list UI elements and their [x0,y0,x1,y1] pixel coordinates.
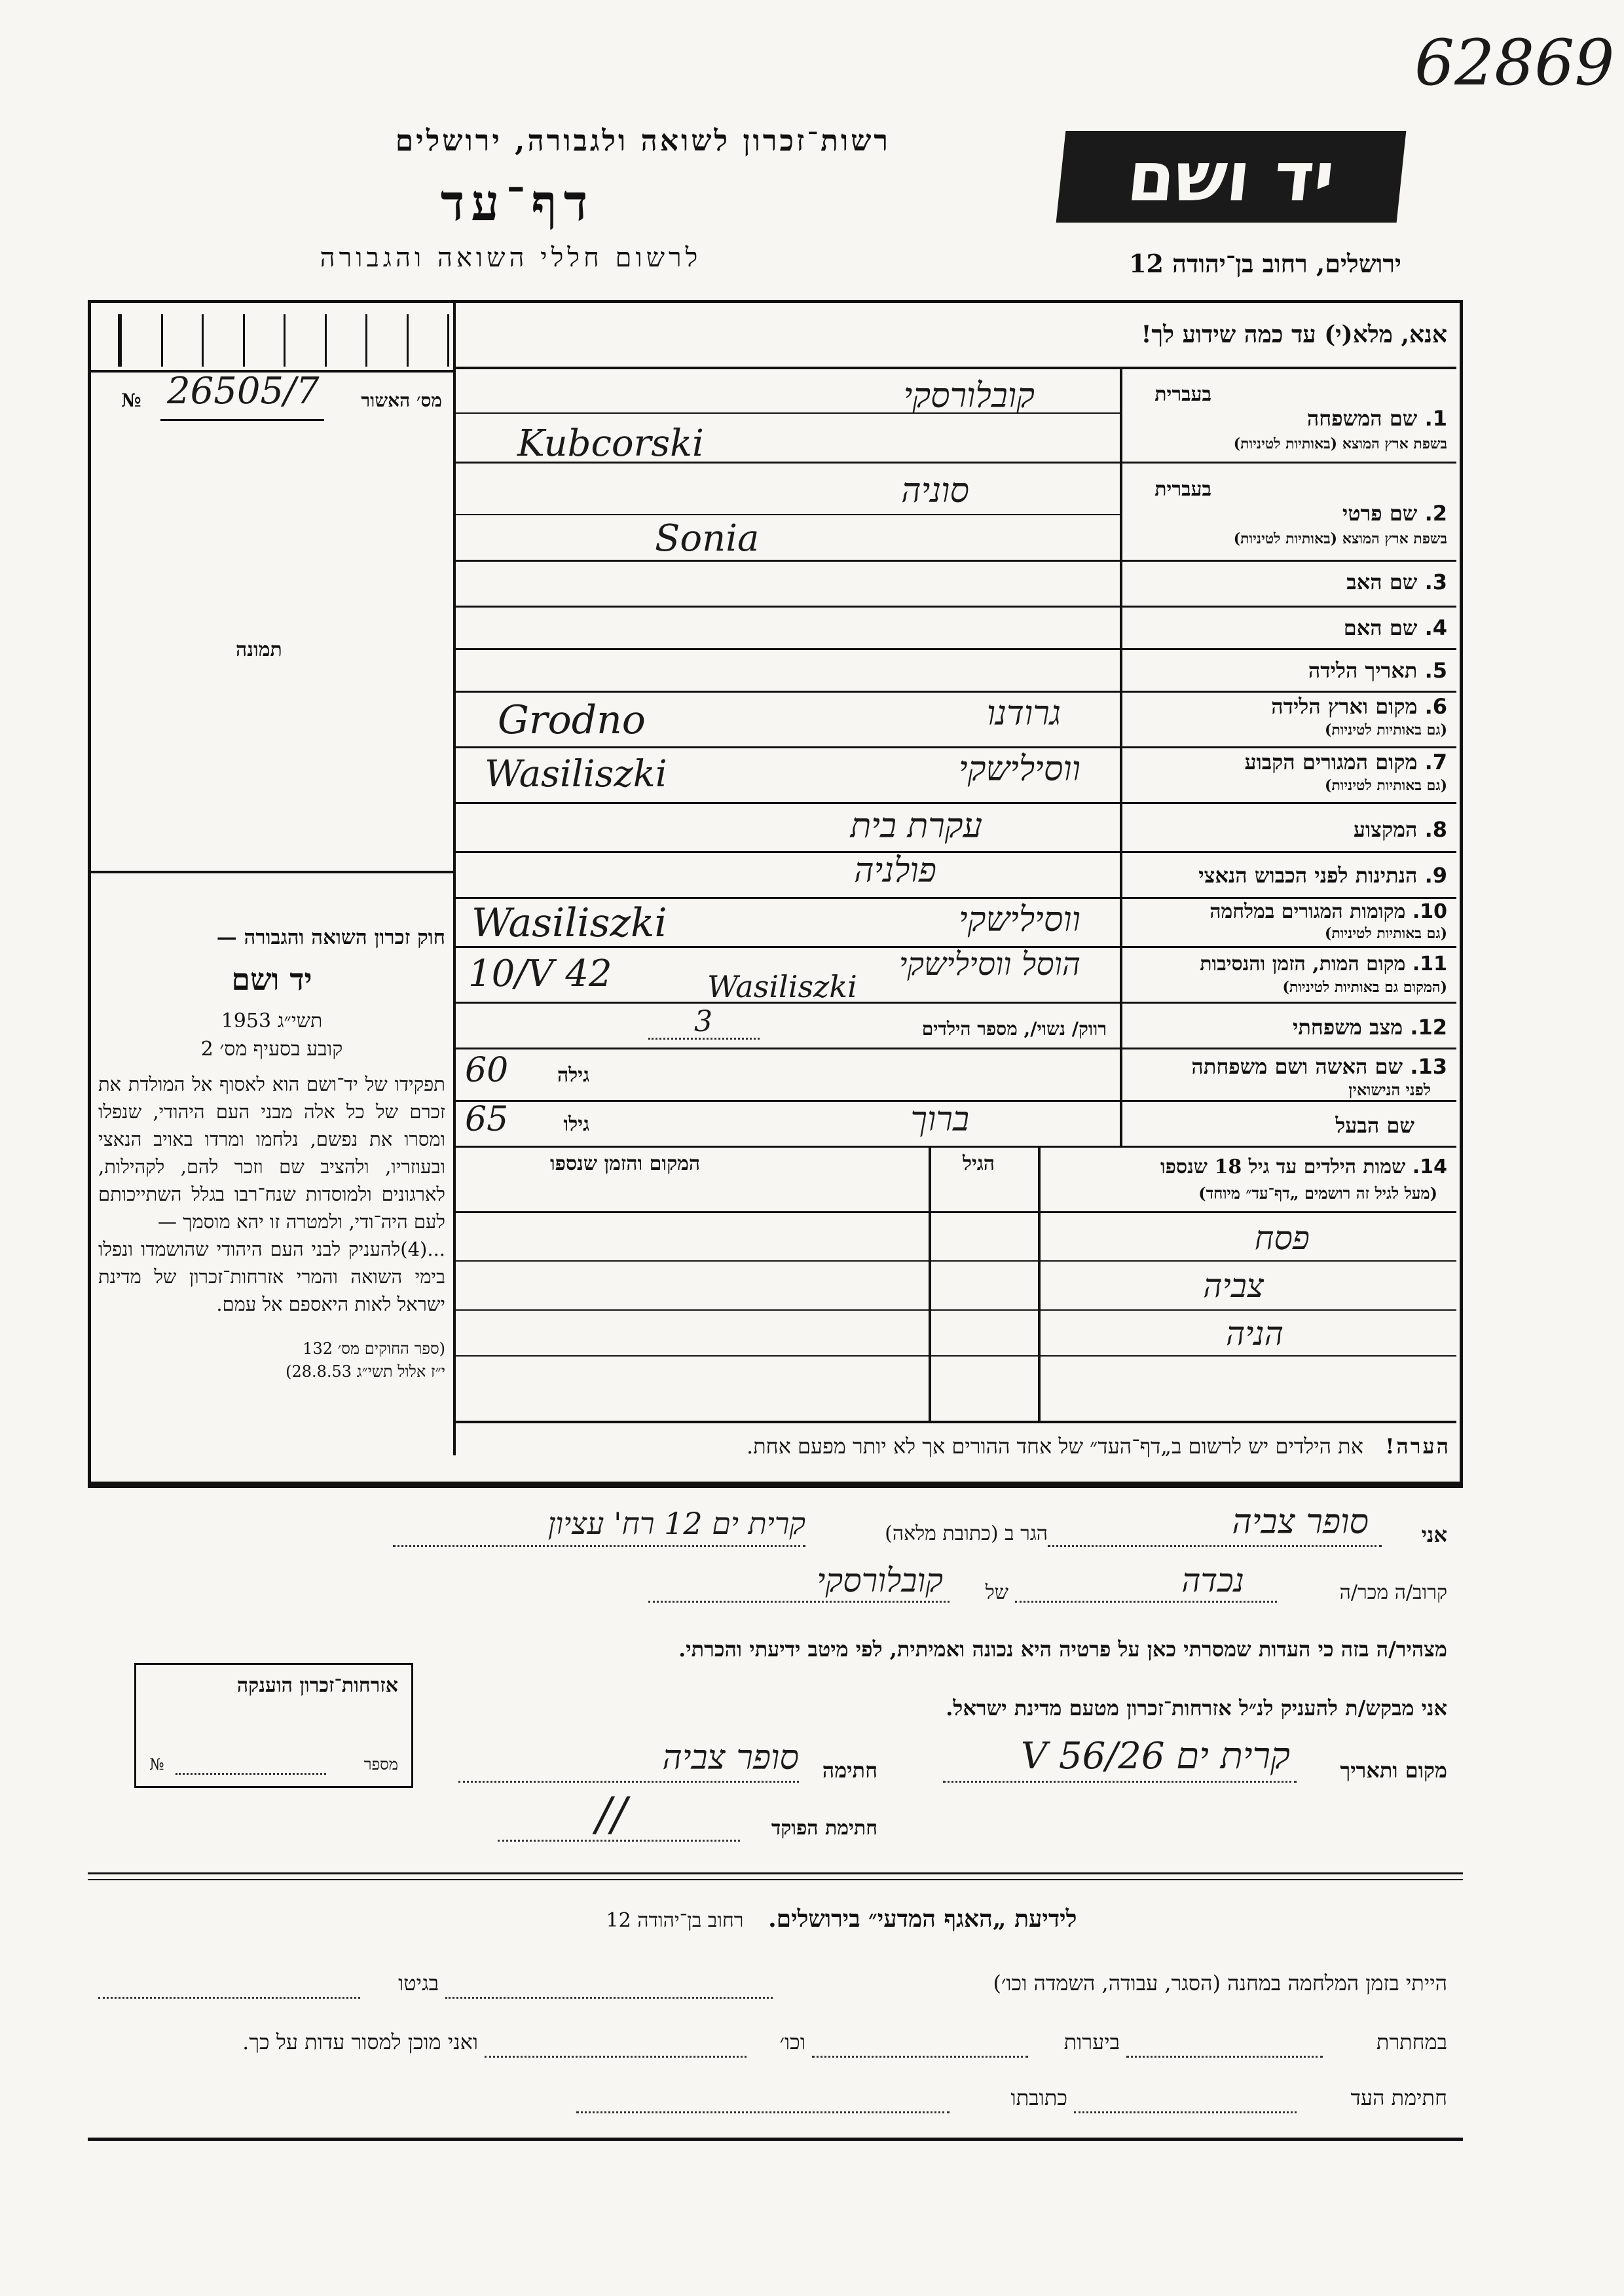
citizenship-title: אזרחות־זכרון הוענקה [236,1674,398,1697]
field-5-label [1133,658,1447,683]
field-2-hebrew-label: בעברית [1154,478,1211,501]
declarant-address: קרית ים 12 רח' עציון [547,1506,805,1541]
citizenship-number-label: מספר [363,1755,398,1774]
bottom-ready: ואני מוכן למסור עדות על כך. [242,2030,478,2054]
law-section: קובע בסעיף מס׳ 2 [200,1038,343,1061]
field-11-date: 10/V 42 [468,953,612,995]
yad-vashem-logo [1056,131,1407,223]
field-6-value-he: גרודנו [986,694,1061,733]
field-2-value-lat: Sonia [655,517,760,560]
declaration: מצהיר/ה בזה כי העדות שמסרתי כאן על פרטיה היא נכונה ואמיתית, לפי מיטב ידיעתי והכרתי. [678,1637,1447,1662]
archive-number: 62869 [1414,26,1615,100]
declarant-ani-label: אני [1421,1522,1447,1547]
signature-label: חתימה [822,1758,877,1783]
form-title: דף־עד [440,173,595,232]
field-1-value-he: קובלורסקי [903,376,1035,416]
request: אני מבקש/ת להעניק לנ״ל אזרחות־זכרון מטעם מדינת ישראל. [946,1696,1447,1721]
law-ref-2: י״ז אלול תשי״ג 28.8.53) [286,1362,445,1381]
child-name-1: פסח [1254,1219,1310,1257]
field-13-age-label: גילה [557,1064,589,1087]
field-11-value-lat: Wasiliszki [707,969,857,1004]
relative-label: קרוב/ה מכר/ה [1339,1581,1447,1604]
bottom-etc: וכו׳ [779,2030,805,2054]
field-6-label-text: מקום וארץ הלידה [1271,694,1418,719]
approval-no-mark: № [121,390,141,411]
field-11-num: 11. [1412,953,1447,975]
officer-label: חתימת הפוקד [771,1817,877,1840]
bottom-title [458,1905,1225,1933]
bottom-address-label: כתובתו [1010,2085,1067,2110]
field-7-num: 7. [1424,750,1447,774]
law-body-2: ...(4)להעניק לבני העם היהודי שהושמדו ונפלו בימי השואה והמרי אזרחות־זכרון של מדינת ישראל לאות היאספם אל עמם. [98,1237,445,1315]
field-9-value: פולניה [854,851,936,890]
field-7-label [1133,750,1447,774]
field-10-sub: (גם באותיות לטיניות) [1324,925,1447,942]
law-logo: יד ושם [231,961,312,997]
husband-age-label: גילו [563,1113,589,1136]
field-12-children-count: 3 [694,1005,712,1038]
field-7-value-he: ווסילישקי [958,750,1080,789]
field-9-label-text: הנתינות לפני הכבוש הנאצי [1198,863,1418,888]
field-11-label [1133,953,1447,975]
authority-title: רשות־זכרון לשואה ולגבורה, ירושלים [395,124,891,158]
field-2-label [1133,501,1447,526]
child-name-2: צביה [1203,1267,1264,1305]
field-13-label-text: שם האשה ושם משפחתה [1191,1054,1403,1079]
photo-label: תמונה [236,638,282,661]
address: ירושלים, רחוב בן־יהודה 12 [1129,249,1401,278]
field-1-num: 1. [1424,406,1447,431]
bottom-underground: במחתרת [1376,2030,1447,2054]
law-title: חוק זכרון השואה והגבורה — [216,926,445,949]
field-10-value-he: ווסילישקי [958,900,1080,939]
citizenship-no-mark: № [149,1755,164,1774]
field-8-num: 8. [1424,817,1447,842]
children-age-col: הגיל [963,1152,995,1175]
bottom-ghetto: בגיטו [398,1971,439,1995]
field-13-age: 60 [465,1051,509,1090]
field-10-value-lat: Wasiliszki [471,900,667,946]
field-12-label-text: מצב משפחתי [1293,1015,1403,1040]
declarant-address-label: הגר ב (כתובת מלאה) [885,1522,1048,1545]
field-11-sub: (המקום גם באותיות לטיניות) [1282,979,1447,996]
bottom-line-1: הייתי בזמן המלחמה במחנה (הסגר, עבודה, השמדה וכו׳) [993,1971,1447,1995]
field-1-hebrew-label: בעברית [1154,383,1211,406]
officer-sign: // [596,1787,627,1841]
field-5-label-text: תאריך הלידה [1308,658,1418,683]
field-4-num: 4. [1424,615,1447,640]
field-3-label-text: שם האב [1346,570,1418,594]
field-4-label [1133,615,1447,640]
field-1-label-text: שם המשפחה [1306,406,1418,431]
husband-age: 65 [465,1100,509,1139]
field-3-label [1133,570,1447,594]
field-2-label-text: שם פרטי [1342,501,1418,526]
field-4-label-text: שם האם [1343,615,1418,640]
field-7-sub: (גם באותיות לטיניות) [1324,777,1447,794]
field-13-sub: לפני הנישואין [1348,1080,1431,1099]
approval-label: מס׳ האשור [361,390,442,411]
law-year: תשי״ג 1953 [221,1009,323,1032]
husband-name: ברוך [910,1100,969,1139]
field-1-label [1133,406,1447,431]
law-box [98,923,445,1383]
field-1-sub: בשפת ארץ המוצא (באותיות לטיניות) [1233,435,1447,452]
field-3-num: 3. [1424,570,1447,594]
children-title [1048,1156,1447,1178]
field-13-num: 13. [1410,1054,1447,1079]
declarant-name: סופר צביה [1232,1503,1369,1542]
children-title-text: שמות הילדים עד גיל 18 שנספו [1160,1156,1406,1178]
field-12-num: 12. [1410,1015,1447,1040]
bottom-title-text: לידיעת „האגף המדעי״ בירושלים. [768,1905,1077,1933]
field-6-num: 6. [1424,694,1447,719]
children-num: 14. [1412,1156,1447,1178]
field-13-label [1133,1054,1447,1079]
field-12-value: רווק/ נשוי/, מספר הילדים [921,1018,1107,1040]
field-11-label-text: מקום המות, הזמן והנסיבות [1200,953,1406,975]
citizenship-box [134,1663,413,1788]
field-9-label [1133,863,1447,888]
code-boxes [118,314,449,367]
note-label: הערה! [1385,1434,1450,1459]
field-2-sub: בשפת ארץ המוצא (באותיות לטיניות) [1233,530,1447,547]
bottom-witness-sig: חתימת העד [1350,2085,1447,2110]
field-10-num: 10. [1412,900,1447,923]
field-5-num: 5. [1424,658,1447,683]
signature: סופר צביה [662,1738,799,1777]
field-12-label [1133,1015,1447,1040]
note-text: את הילדים יש לרשום ב„דף־העד״ של אחד ההורים אך לא יותר מפעם אחת. [746,1434,1363,1459]
field-7-value-lat: Wasiliszki [485,753,667,795]
relation: נכדה [1181,1561,1244,1599]
law-ref-1: (ספר החוקים מס׳ 132 [303,1339,445,1358]
field-8-label [1133,817,1447,842]
instruction: אנא, מלא(י) עד כמה שידוע לך! [1141,321,1447,348]
field-7-label-text: מקום המגורים הקבוע [1244,750,1418,774]
field-10-label [1133,900,1447,923]
note [458,1434,1450,1459]
field-6-value-lat: Grodno [498,697,646,743]
field-2-num: 2. [1424,501,1447,526]
field-1-value-lat: Kubcorski [517,422,704,465]
place-date-label: מקום ותאריך [1340,1758,1447,1783]
form-subtitle: לרשום חללי השואה והגבורה [320,243,702,273]
field-8-label-text: המקצוע [1353,817,1418,842]
bottom-forests: ביערות [1063,2030,1120,2054]
field-6-sub: (גם באותיות לטיניות) [1324,721,1447,738]
approval-number: 26505/7 [167,370,320,412]
field-9-num: 9. [1424,863,1447,888]
of-value: קובלורסקי [817,1561,943,1599]
field-2-value-he: סוניה [901,471,969,511]
field-6-label [1133,694,1447,719]
children-place-col: המקום והזמן שנספו [550,1152,701,1175]
field-10-label-text: מקומות המגורים במלחמה [1209,900,1406,923]
bottom-address: רחוב בן־יהודה 12 [606,1909,744,1932]
law-body: תפקידו של יד־ושם הוא לאסוף אל המולדת את זכרם של כל אלה מבני העם היהודי, שנפלו ומסרו את נפשם, נלחמו ומרדו באויב הנאצי ובעוזריו, ולהציב שם וזכר להם, לקהילות, לארגונים ולמוסדות שנח־רבו בגלל השתייכותם לעם היה־ודי, ולמטרה זו יהא מוסמך — [98,1072,445,1233]
field-11-value-he: הוסל ווסילישקי [898,946,1080,983]
field-8-value: עקרת בית [850,807,982,846]
children-sub: (מעל לגיל זה רושמים „דף־עד״ מיוחד) [1198,1184,1437,1203]
logo-text: יד ושם [1124,137,1338,217]
place-date: קרית ים 26/V 56 [1020,1735,1290,1777]
husband-label: שם הבעל [1335,1113,1414,1138]
child-name-3: הניה [1226,1315,1283,1353]
of-label: של [985,1581,1008,1604]
